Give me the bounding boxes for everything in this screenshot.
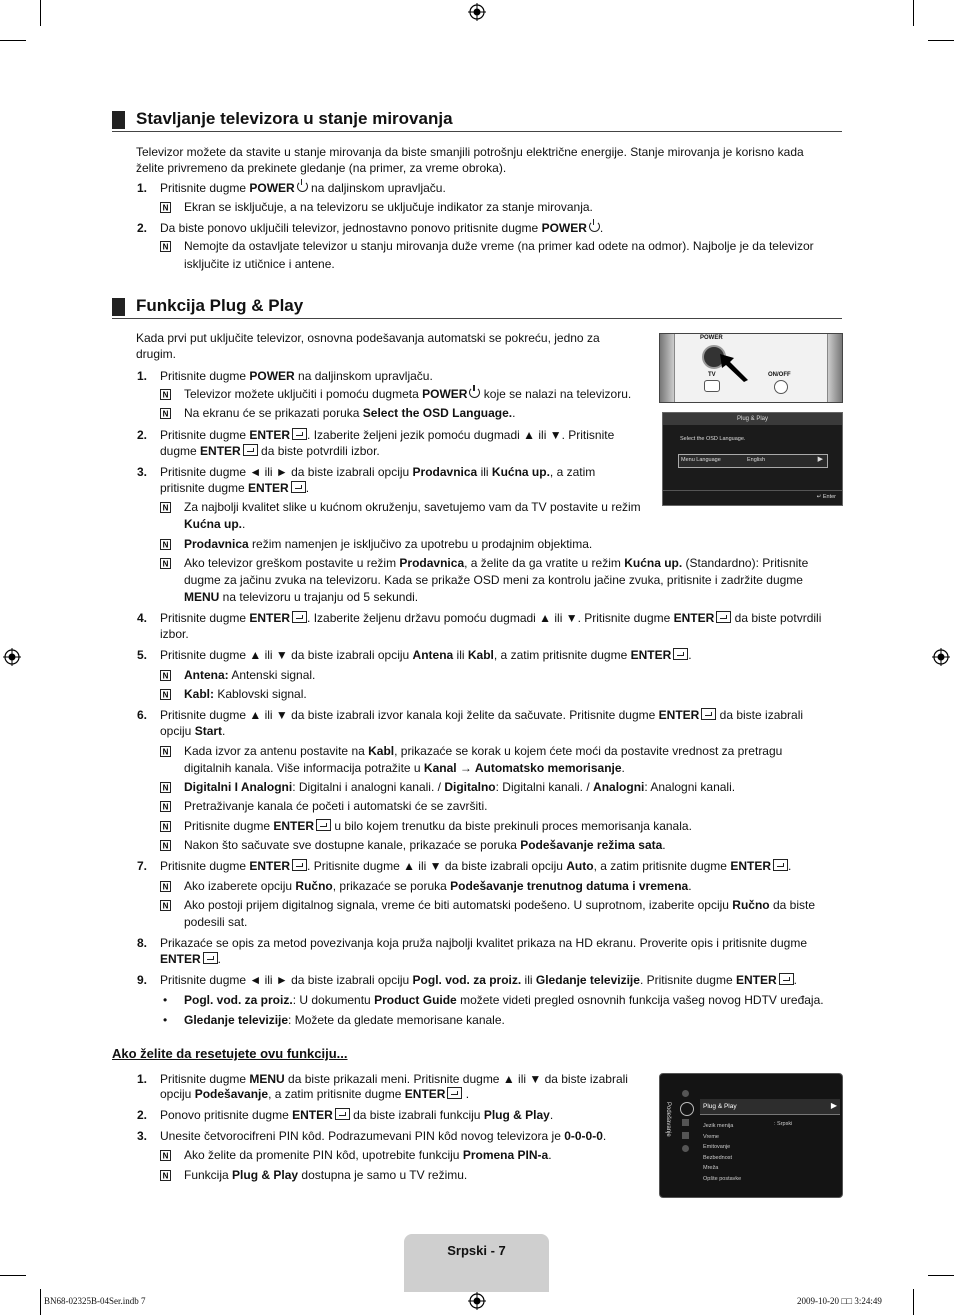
remote-edge [660, 334, 674, 402]
note-text: Ako izaberete opciju Ručno, prikazaće se poruka Podešavanje trenutnog datuma i vremena. [184, 879, 692, 893]
note-icon [160, 801, 171, 812]
note-text: Pretraživanje kanala će početi i automatski će se završiti. [184, 799, 488, 813]
registration-mark-icon [468, 3, 486, 21]
note-icon [160, 539, 171, 550]
note-text: Ekran se isključuje, a na televizoru se uključuje indikator za stanje mirovanja. [184, 200, 593, 214]
enter-hint: ↵ Enter [816, 494, 836, 500]
page-number: Srpski - 7 [447, 1243, 506, 1258]
bullet: • [163, 993, 168, 1007]
onoff-button-label: ON/OFF [768, 372, 791, 378]
paragraph: drugim. [136, 347, 177, 361]
crop-mark [913, 1289, 914, 1315]
enter-icon [292, 859, 307, 871]
registration-mark-icon [932, 648, 950, 666]
subsection-title: Ako želite da resetujete ovu funkciju... [112, 1046, 348, 1061]
page-number-tab [404, 1234, 549, 1292]
arrow-right-icon: ▶ [817, 456, 823, 463]
note-text: Antena: Antenski signal. [184, 668, 316, 682]
step-text: ENTER . [160, 952, 222, 966]
power-icon [297, 181, 308, 192]
enter-icon [716, 611, 731, 623]
menu-item-selected[interactable] [700, 1099, 840, 1115]
note-text: Kada izvor za antenu postavite na Kabl, prikazaće se korak u kojem ćete moći da postavite vrednost za pretragu [184, 744, 783, 758]
step-text: Unesite četvorocifreni PIN kôd. Podrazumevani PIN kôd novog televizora je 0-0-0-0. [160, 1129, 607, 1143]
section-heading [112, 296, 842, 319]
section-title: Funkcija Plug & Play [136, 296, 304, 315]
step-text: Da biste ponovo uključili televizor, jednostavno ponovo pritisnite dugme POWER . [160, 221, 604, 235]
step-text: Ponovo pritisnite dugme ENTER da biste izabrali funkciju Plug & Play. [160, 1108, 554, 1122]
svg-text:N: N [162, 540, 169, 550]
note-icon [160, 782, 171, 793]
heading-bar [112, 111, 125, 129]
registration-mark-icon [3, 648, 21, 666]
step-text: Pritisnite dugme ENTER . Izaberite željenu državu pomoću dugmadi ▲ ili ▼. Pritisnite dugme ENTER da biste potvrdili [160, 611, 822, 625]
remote-illustration [659, 333, 843, 403]
menu-language-field[interactable] [678, 454, 828, 468]
crop-mark [40, 1289, 41, 1315]
svg-text:N: N [162, 409, 169, 419]
gear-icon [680, 1102, 694, 1116]
note-text: Ako postoji prijem digitalnog signala, vreme će biti automatski podešeno. U suprotnom, izaberite opciju Ručno da biste [184, 898, 816, 912]
step-text: Pritisnite dugme ◄ ili ► da biste izabrali opciju Pogl. vod. za proiz. ili Gledanje televizije. Pritisnite dugme ENTER . [160, 973, 797, 987]
remote-edge [828, 334, 842, 402]
note-icon [160, 670, 171, 681]
step-number: 8. [137, 936, 148, 950]
arrow-right-icon: ▶ [830, 1101, 837, 1110]
bullet-text: Pogl. vod. za proiz.: U dokumentu Product Guide možete videti pregled osnovnih funkcija vašeg novog HDTV uređaja. [184, 993, 824, 1007]
note-text: Kućna up.. [184, 517, 246, 531]
menu-item-value: : Srpski [774, 1121, 793, 1127]
note-text: isključite iz utičnice i antene. [184, 257, 335, 271]
enter-icon [291, 481, 306, 493]
enter-icon [447, 1087, 462, 1099]
onoff-button[interactable] [774, 380, 788, 394]
note-icon [160, 689, 171, 700]
divider [663, 490, 842, 491]
step-text: Pritisnite dugme ▲ ili ▼ da biste izabrali opciju Antena ili Kabl, a zatim pritisnite dugme ENTER . [160, 648, 692, 662]
step-text: Pritisnite dugme POWER na daljinskom upravljaču. [160, 369, 433, 383]
step-text: pritisnite dugme ENTER . [160, 481, 310, 495]
crop-mark [0, 1275, 26, 1276]
enter-icon [292, 428, 307, 440]
step-number: 1. [137, 1072, 148, 1086]
enter-icon [673, 648, 688, 660]
step-text: dugme ENTER da biste potvrdili izbor. [160, 444, 380, 458]
note-icon [160, 241, 171, 252]
note-icon [160, 408, 171, 419]
step-text: Pritisnite dugme ▲ ili ▼ da biste izabrali izvor kanala koji želite da sačuvate. Pritisnite dugme ENTER da biste izabrali [160, 708, 804, 722]
svg-text:N: N [162, 503, 169, 513]
svg-text:N: N [162, 203, 169, 213]
menu-items [703, 1121, 741, 1184]
note-icon [160, 821, 171, 832]
enter-icon [335, 1108, 350, 1120]
step-number: 2. [137, 428, 148, 442]
paragraph: Televizor možete da stavite u stanje mirovanja da biste smanjili potrošnju električne energije. Stanje mirovanja je korisno kada [136, 145, 804, 159]
step-number: 1. [137, 181, 148, 195]
note-icon [160, 746, 171, 757]
osd-title: Plug & Play [663, 413, 842, 425]
remote-body [674, 334, 828, 402]
paragraph: Kada prvi put uključite televizor, osnovna podešavanja automatski se pokreću, jedno za [136, 331, 600, 345]
svg-text:N: N [162, 242, 169, 252]
note-text: Ako želite da promenite PIN kôd, upotrebite funkciju Promena PIN-a. [184, 1148, 552, 1162]
enter-icon [243, 444, 258, 456]
note-text: Nakon što sačuvate sve dostupne kanale, prikazaće se poruka Podešavanje režima sata. [184, 838, 666, 852]
paragraph: želite privremeno da prekinete gledanje (na primer, za vreme obroka). [136, 161, 507, 175]
step-number: 2. [137, 221, 148, 235]
menu-icon [682, 1090, 689, 1097]
step-text: Pritisnite dugme ENTER . Izaberite željeni jezik pomoću dugmadi ▲ ili ▼. Pritisnite [160, 428, 615, 442]
note-icon [160, 1150, 171, 1161]
note-icon [160, 900, 171, 911]
note-text: podesili sat. [184, 915, 248, 929]
tv-button[interactable] [704, 380, 720, 392]
note-text: digitalnih kanala. Više informacija potražite u Kanal → Automatsko memorisanje. [184, 761, 625, 775]
step-number: 5. [137, 648, 148, 662]
field-label: Menu Language [681, 457, 721, 463]
note-text: Prodavnica režim namenjen je isključivo za upotrebu u prodajnim objektima. [184, 537, 593, 551]
note-text: Nemojte da ostavljate televizor u stanju mirovanja duže vreme (na primer kad odete na odmor). Najbolje je da televizor [184, 239, 814, 253]
crop-mark [913, 0, 914, 26]
note-text: Digitalni I Analogni: Digitalni i analogni kanali. / Digitalno: Digitalni kanali. / Analogni: Analogni kanali. [184, 780, 736, 794]
step-number: 6. [137, 708, 148, 722]
heading-bar [112, 298, 125, 316]
svg-text:N: N [162, 802, 169, 812]
svg-text:N: N [162, 390, 169, 400]
menu-side-label: Podešavanje [665, 1102, 671, 1137]
step-text: Pritisnite dugme ◄ ili ► da biste izabrali opciju Prodavnica ili Kućna up., a zatim [160, 465, 596, 479]
menu-item[interactable]: Mreža [703, 1165, 719, 1171]
step-number: 1. [137, 369, 148, 383]
enter-icon [773, 859, 788, 871]
crop-mark [40, 0, 41, 26]
svg-text:N: N [162, 783, 169, 793]
bullet-text: Gledanje televizije: Možete da gledate memorisane kanale. [184, 1013, 505, 1027]
note-text: dugme za jačinu zvuka na televizoru. Kada se prikaže OSD meni za kontrolu jačine zvuka, pritisnite i zadržite dugme [184, 573, 803, 587]
enter-icon [701, 708, 716, 720]
step-text: Pritisnite dugme ENTER . Pritisnite dugme ▲ ili ▼ da biste izabrali opciju Auto, a zatim pritisnite dugme ENTER . [160, 859, 792, 873]
note-icon [160, 558, 171, 569]
svg-text:N: N [162, 747, 169, 757]
osd-prompt: Select the OSD Language. [680, 436, 746, 442]
menu-icon [682, 1119, 689, 1126]
step-number: 3. [137, 1129, 148, 1143]
note-icon [160, 1170, 171, 1181]
registration-mark-icon [468, 1292, 486, 1310]
svg-text:N: N [162, 841, 169, 851]
crop-mark [928, 40, 954, 41]
note-text: Kabl: Kablovski signal. [184, 687, 307, 701]
step-text: Pritisnite dugme MENU da biste prikazali meni. Pritisnite dugme ▲ ili ▼ da biste izabrali [160, 1072, 628, 1086]
note-text: MENU na televizoru u trajanju od 5 sekundi. [184, 590, 419, 604]
enter-icon [292, 611, 307, 623]
step-text: opciju Start. [160, 724, 226, 738]
arrow-icon [720, 354, 750, 382]
svg-text:N: N [162, 822, 169, 832]
enter-icon: ↵ [816, 494, 823, 500]
menu-icon [682, 1145, 689, 1152]
step-text: Pritisnite dugme POWER na daljinskom upravljaču. [160, 181, 446, 195]
svg-text:N: N [162, 882, 169, 892]
note-icon [160, 881, 171, 892]
step-number: 7. [137, 859, 148, 873]
power-icon [469, 387, 480, 398]
power-button-label: POWER [700, 335, 723, 341]
menu-item[interactable]: Bezbednost [703, 1154, 733, 1161]
power-icon [589, 221, 600, 232]
menu-item[interactable]: Jezik menija [703, 1123, 734, 1129]
osd-setup-menu [659, 1073, 843, 1198]
menu-icon [682, 1132, 689, 1139]
step-number: 4. [137, 611, 148, 625]
svg-text:N: N [162, 1171, 169, 1181]
svg-text:N: N [162, 559, 169, 569]
osd-language-screen [662, 412, 843, 506]
field-value: English [747, 457, 766, 463]
note-icon [160, 840, 171, 851]
menu-item[interactable]: Vreme [703, 1133, 719, 1140]
step-number: 3. [137, 465, 148, 479]
date-info: 2009-10-20 □□ 3:24:49 [797, 1296, 882, 1306]
svg-text:N: N [162, 901, 169, 911]
svg-text:N: N [162, 1151, 169, 1161]
step-text: Prikazaće se opis za metod povezivanja koja pruža najbolji kvalitet prikaza na HD ekranu. Proverite opis i pritisnite dugme [160, 936, 807, 950]
enter-icon [203, 952, 218, 964]
note-text: Televizor možete uključiti i pomoću dugmeta POWER koje se nalazi na televizoru. [184, 387, 632, 401]
menu-item[interactable]: Emitovanje [703, 1144, 731, 1150]
svg-text:N: N [162, 690, 169, 700]
enter-icon [316, 819, 331, 831]
crop-mark [0, 40, 26, 41]
bullet: • [163, 1013, 168, 1027]
note-text: Pritisnite dugme ENTER u bilo kojem trenutku da biste prekinuli proces memorisanja kanala. [184, 819, 692, 833]
svg-text:N: N [162, 671, 169, 681]
step-text: opciju Podešavanje, a zatim pritisnite dugme ENTER . [160, 1087, 470, 1101]
section-heading [112, 109, 842, 132]
enter-icon [779, 973, 794, 985]
file-info: BN68-02325B-04Ser.indb 7 [44, 1296, 146, 1306]
note-text: Za najbolji kvalitet slike u kućnom okruženju, savetujemo vam da TV postavite u režim [184, 500, 641, 514]
note-text: Funkcija Plug & Play dostupna je samo u TV režimu. [184, 1168, 468, 1182]
step-text: izbor. [160, 627, 189, 641]
note-text: Na ekranu će se prikazati poruka Select the OSD Language.. [184, 406, 516, 420]
note-icon [160, 502, 171, 513]
note-text: Ako televizor greškom postavite u režim Prodavnica, a želite da ga vratite u režim Kućna up. (Standardno): Pritisnite [184, 556, 809, 570]
crop-mark [928, 1275, 954, 1276]
menu-item[interactable]: Opšte postavke [703, 1175, 742, 1182]
note-icon [160, 389, 171, 400]
selected-item-label: Plug & Play [703, 1103, 737, 1110]
note-icon [160, 202, 171, 213]
tv-button-label: TV [708, 372, 716, 378]
step-number: 9. [137, 973, 148, 987]
step-number: 2. [137, 1108, 148, 1122]
section-title: Stavljanje televizora u stanje mirovanja [136, 109, 453, 128]
